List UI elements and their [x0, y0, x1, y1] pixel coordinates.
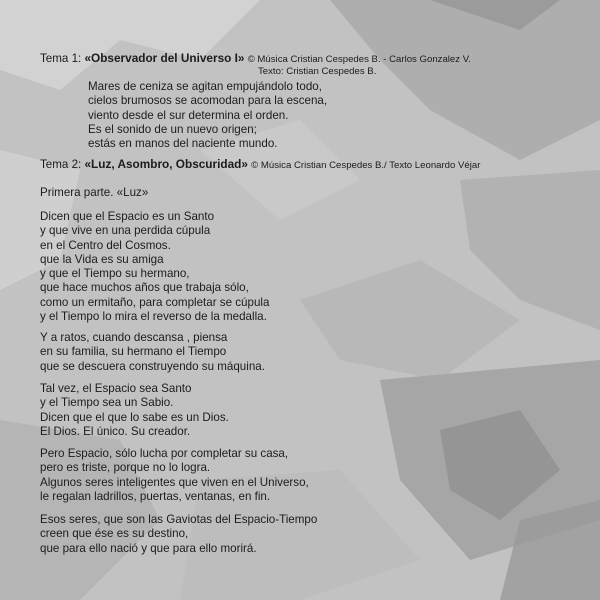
lyric-line: y que vive en una perdida cúpula	[40, 224, 211, 238]
lyric-line: le regalan ladrillos, puertas, ventanas, en fin.	[40, 489, 271, 503]
lyric-line: creen que ése es su destino,	[40, 527, 189, 541]
lyric-line: Es el sonido de un nuevo origen;	[88, 122, 257, 136]
lyric-line: en su familia, su hermano el Tiempo	[40, 345, 227, 359]
lyric-line: Pero Espacio, sólo lucha por completar su casa,	[40, 447, 289, 460]
track1-text-credit: Texto: Cristian Cespedes B.	[258, 66, 377, 77]
lyric-line: que la Vida es su amiga	[40, 252, 164, 266]
lyric-line: y el Tiempo sea un Sabio.	[40, 396, 174, 410]
lyric-line: Mares de ceniza se agitan empujándolo todo,	[88, 80, 322, 93]
lyric-line: El Dios. El único. Su creador.	[40, 424, 191, 438]
lyric-line: Algunos seres inteligentes que viven en el Universo,	[40, 475, 309, 489]
track2-label: Tema 2:	[40, 158, 82, 171]
lyric-line: Esos seres, que son las Gaviotas del Espacio-Tiempo	[40, 513, 318, 526]
track2-title: «Luz, Asombro, Obscuridad»	[84, 157, 248, 171]
part-heading: Primera parte. «Luz»	[40, 186, 149, 199]
lyric-line: Dicen que el que lo sabe es un Dios.	[40, 410, 229, 424]
lyric-line: Tal vez, el Espacio sea Santo	[40, 382, 192, 395]
lyric-line: que hace muchos años que trabaja sólo,	[40, 281, 249, 295]
lyric-line: cielos brumosos se acomodan para la escena,	[88, 94, 328, 108]
track1-header	[40, 51, 471, 67]
lyric-line: en el Centro del Cosmos.	[40, 238, 171, 252]
track1-label: Tema 1:	[40, 52, 82, 65]
stanza-4	[40, 447, 309, 504]
lyric-line: viento desde el sur determina el orden.	[88, 108, 289, 122]
stanza-1	[40, 210, 269, 324]
lyric-line: Dicen que el Espacio es un Santo	[40, 210, 215, 223]
stanza-5	[40, 513, 317, 556]
stanza-2	[40, 331, 265, 374]
track1-title: «Observador del Universo I»	[84, 51, 245, 65]
track1-lyrics	[88, 80, 327, 151]
lyric-line: Y a ratos, cuando descansa , piensa	[40, 331, 228, 344]
lyric-line: pero es triste, porque no lo logra.	[40, 461, 211, 475]
lyric-line: que para ello nació y que para ello morirá.	[40, 541, 257, 555]
track1-music-credit: © Música Cristian Cespedes B. - Carlos Gonzalez V.	[247, 54, 471, 65]
lyric-line: estás en manos del naciente mundo.	[88, 137, 278, 151]
lyric-line: y el Tiempo lo mira el reverso de la medalla.	[40, 310, 267, 324]
track2-header	[40, 157, 480, 173]
track2-credit: © Música Cristian Cespedes B./ Texto Leonardo Véjar	[251, 160, 481, 171]
lyric-line: como un ermitaño, para completar se cúpula	[40, 295, 270, 309]
stanza-3	[40, 382, 229, 439]
lyric-line: que se descuera construyendo su máquina.	[40, 359, 265, 373]
lyric-line: y que el Tiempo su hermano,	[40, 267, 190, 281]
